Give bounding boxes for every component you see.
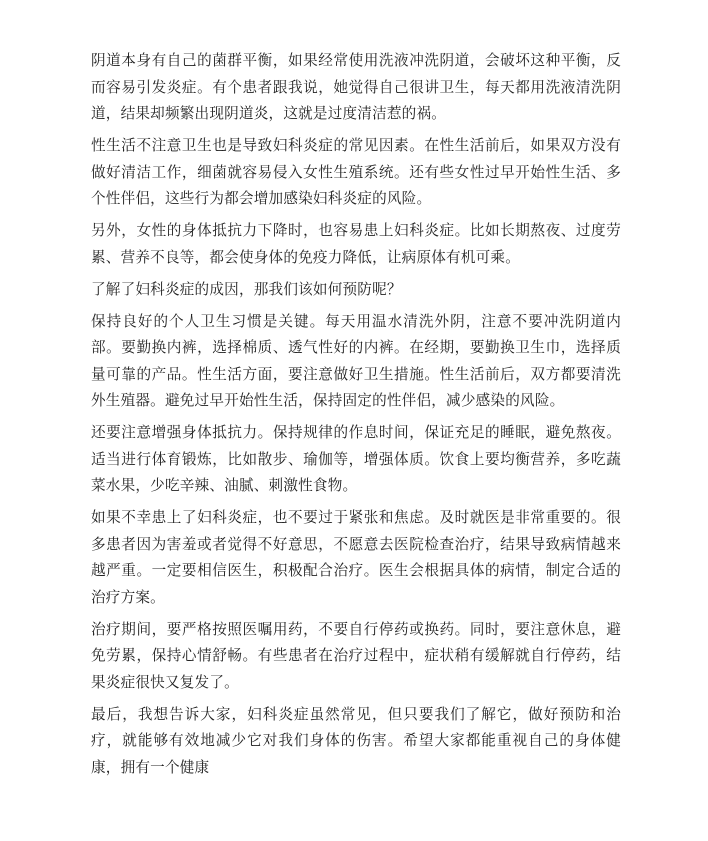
paragraph-1: 阴道本身有自己的菌群平衡，如果经常使用洗液冲洗阴道，会破坏这种平衡，反而容易引发炎症。有个患者跟我说，她觉得自己很讲卫生，每天都用洗液清洗阴道，结果却频繁出现阴道炎，这就是过度清洁惹的祸。	[91, 52, 621, 122]
paragraph-5: 保持良好的个人卫生习惯是关键。每天用温水清洗外阴，注意不要冲洗阴道内部。要勤换内裤，选择棉质、透气性好的内裤。在经期，要勤换卫生巾，选择质量可靠的产品。性生活方面，要注意做好卫生措施。性生活前后，双方都要清洗外生殖器。避免过早开始性生活，保持固定的性伴侣，减少感染的风险。	[91, 312, 621, 409]
paragraph-8: 治疗期间，要严格按照医嘱用药，不要自行停药或换药。同时，要注意休息，避免劳累，保持心情舒畅。有些患者在治疗过程中，症状稍有缓解就自行停药，结果炎症很快又复发了。	[91, 620, 621, 691]
paragraph-3: 另外，女性的身体抵抗力下降时，也容易患上妇科炎症。比如长期熬夜、过度劳累、营养不良等，都会使身体的免疫力降低，让病原体有机可乘。	[91, 222, 621, 266]
paragraph-9: 最后，我想告诉大家，妇科炎症虽然常见，但只要我们了解它，做好预防和治疗，就能够有效地减少它对我们身体的伤害。希望大家都能重视自己的身体健康，拥有一个健康	[91, 705, 621, 776]
paragraph-6: 还要注意增强身体抵抗力。保持规律的作息时间，保证充足的睡眠，避免熬夜。适当进行体育锻炼，比如散步、瑜伽等，增强体质。饮食上要均衡营养，多吃蔬菜水果，少吃辛辣、油腻、刺激性食物。	[91, 424, 621, 494]
document-body	[91, 48, 621, 787]
paragraph-4: 了解了妇科炎症的成因，那我们该如何预防呢？	[91, 280, 402, 298]
paragraph-2: 性生活不注意卫生也是导致妇科炎症的常见因素。在性生活前后，如果双方没有做好清洁工作，细菌就容易侵入女性生殖系统。还有些女性过早开始性生活、多个性伴侣，这些行为都会增加感染妇科炎症的风险。	[91, 137, 621, 207]
paragraph-7: 如果不幸患上了妇科炎症，也不要过于紧张和焦虑。及时就医是非常重要的。很多患者因为害羞或者觉得不好意思，不愿意去医院检查治疗，结果导致病情越来越严重。一定要相信医生，积极配合治疗。医生会根据具体的病情，制定合适的治疗方案。	[91, 509, 621, 606]
